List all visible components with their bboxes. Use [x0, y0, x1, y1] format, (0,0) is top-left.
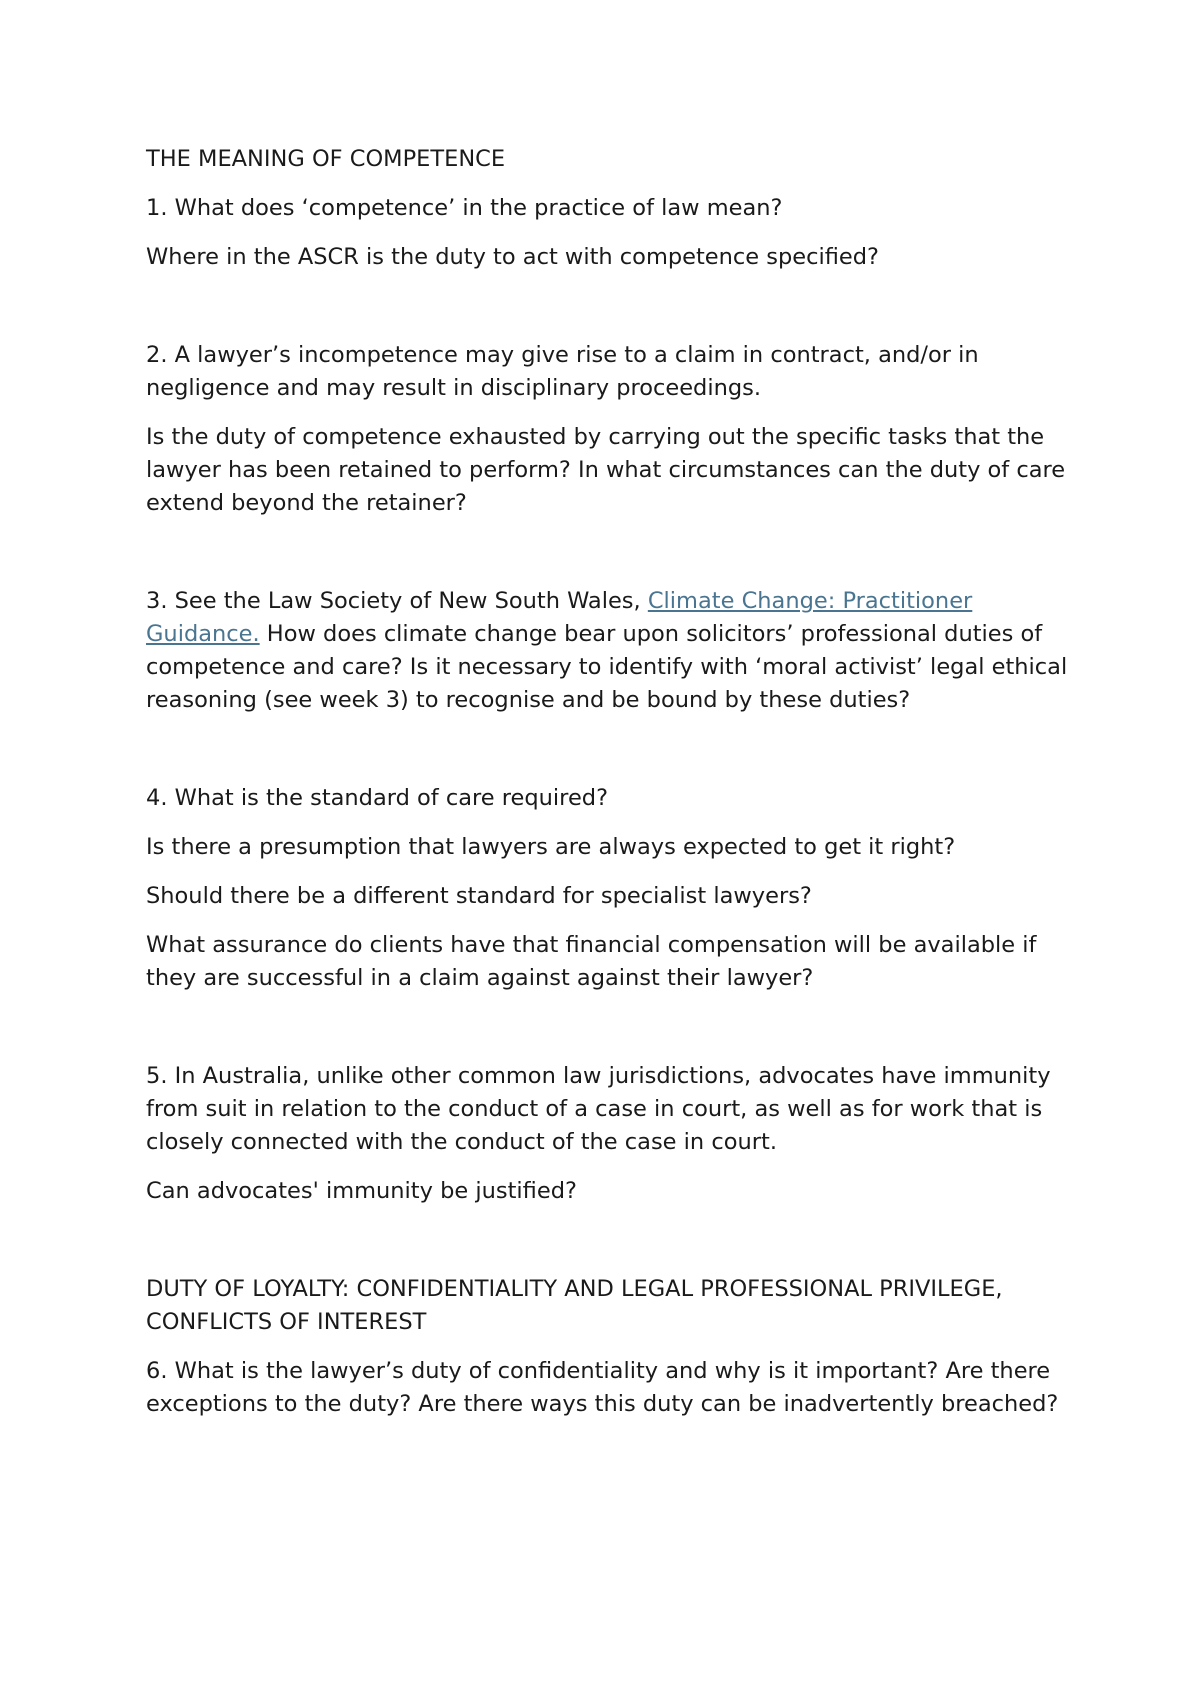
spacer [146, 536, 1076, 585]
question-1-followup: Where in the ASCR is the duty to act with competence specified? [146, 244, 879, 270]
spacer [146, 1224, 1076, 1273]
spacer [146, 290, 1076, 339]
spacer [146, 1011, 1076, 1060]
question-3-paragraph [146, 585, 1076, 717]
section-heading-competence: THE MEANING OF COMPETENCE [146, 146, 506, 172]
spacer [146, 733, 1076, 782]
question-3-text: How does climate change bear upon solicitors’ professional duties of competence and care? Is it necessary to identify with ‘moral activist’ legal ethical reasoning (see week 3) to recognise and be bound by these duties? [146, 621, 1068, 713]
document-body [146, 143, 1076, 1437]
question-5-followup: Can advocates' immunity be justified? [146, 1178, 577, 1204]
section-heading-loyalty: DUTY OF LOYALTY: CONFIDENTIALITY AND LEGAL PROFESSIONAL PRIVILEGE, CONFLICTS OF INTEREST [146, 1276, 1003, 1335]
question-3-intro: 3. See the Law Society of New South Wales, [146, 588, 648, 614]
question-4-followup-1: Is there a presumption that lawyers are always expected to get it right? [146, 834, 956, 860]
question-2-text: 2. A lawyer’s incompetence may give rise to a claim in contract, and/or in negligence and may result in disciplinary proceedings. [146, 342, 979, 401]
question-6-text: 6. What is the lawyer’s duty of confidentiality and why is it important? Are there exceptions to the duty? Are there ways this duty can be inadvertently breached? [146, 1358, 1059, 1417]
question-1-text: 1. What does ‘competence’ in the practice of law mean? [146, 195, 783, 221]
climate-change-guidance-link[interactable]: Climate Change: Practitioner Guidance. [146, 588, 973, 647]
question-4-text: 4. What is the standard of care required? [146, 785, 609, 811]
question-5-text: 5. In Australia, unlike other common law jurisdictions, advocates have immunity from suit in relation to the conduct of a case in court, as well as for work that is closely connected with the conduct of the case in court. [146, 1063, 1051, 1155]
question-4-followup-3: What assurance do clients have that financial compensation will be available if they are successful in a claim against against their lawyer? [146, 932, 1037, 991]
question-4-followup-2: Should there be a different standard for specialist lawyers? [146, 883, 812, 909]
question-2-followup: Is the duty of competence exhausted by carrying out the specific tasks that the lawyer has been retained to perform? In what circumstances can the duty of care extend beyond the retainer? [146, 424, 1066, 516]
